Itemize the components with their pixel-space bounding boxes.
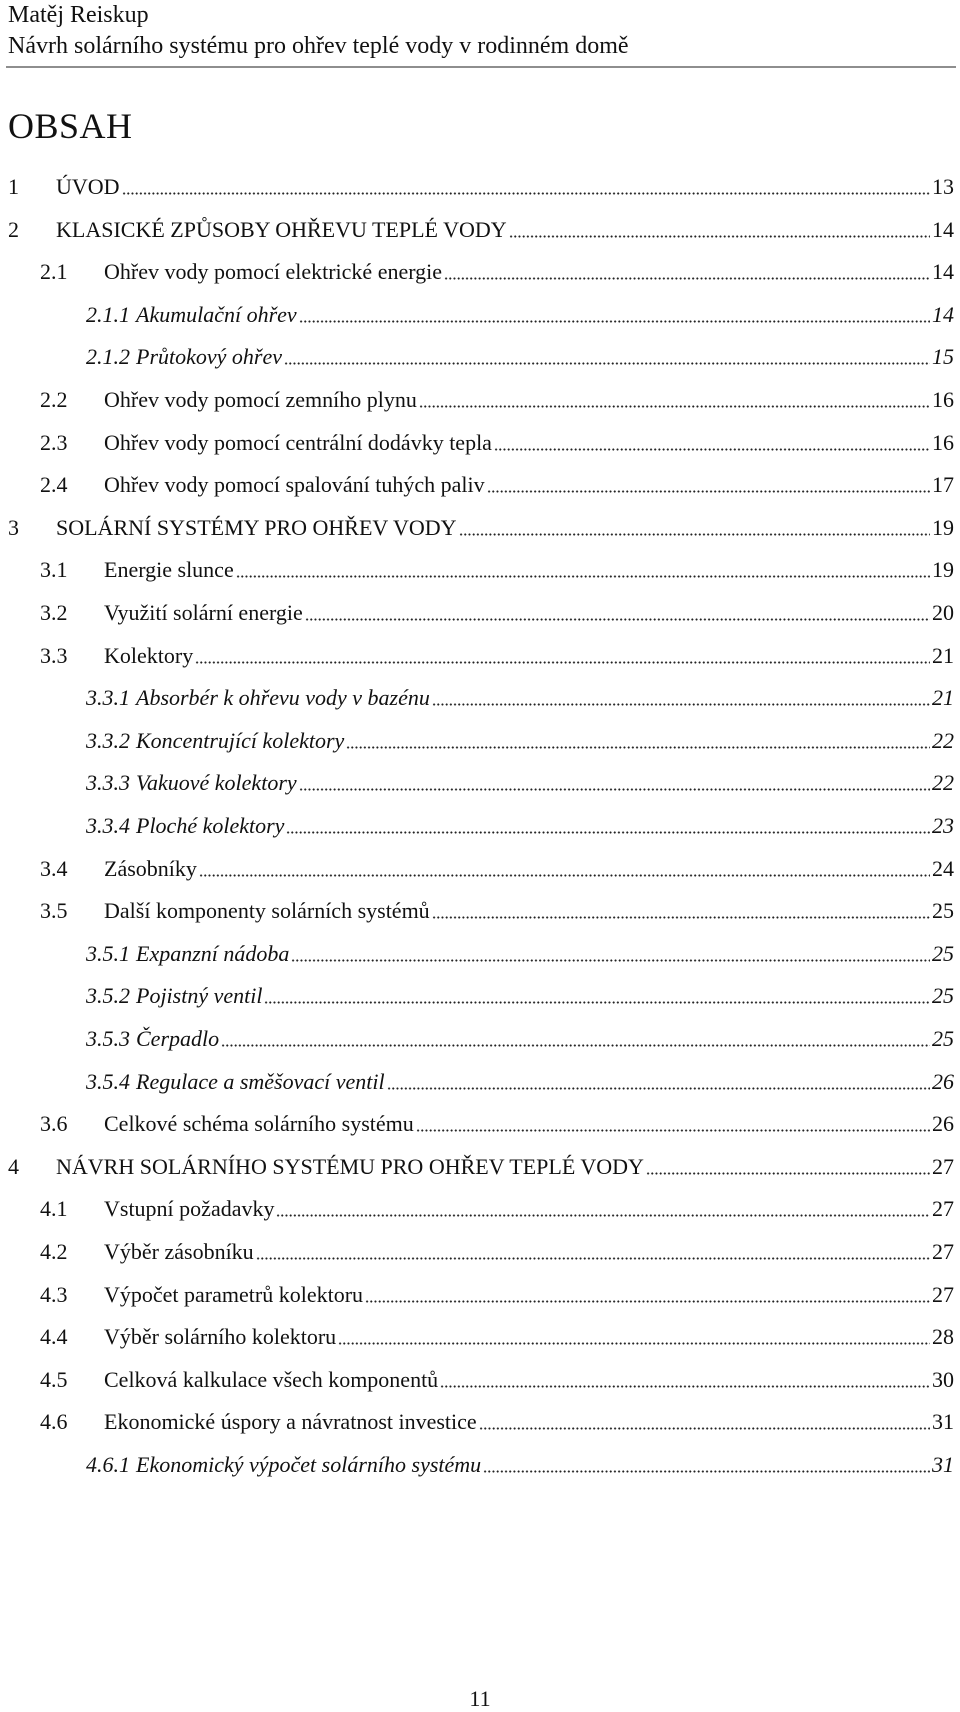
toc-leader-dots bbox=[284, 362, 930, 365]
toc-entry-title: Celková kalkulace všech komponentů bbox=[104, 1366, 439, 1392]
toc-entry-title: KLASICKÉ ZPŮSOBY OHŘEVU TEPLÉ VODY bbox=[56, 216, 507, 242]
toc-entry-page: 16 bbox=[932, 429, 954, 455]
toc-entry-page: 27 bbox=[932, 1196, 954, 1222]
toc-entry-page: 26 bbox=[932, 1068, 954, 1094]
toc-entry[interactable] bbox=[40, 426, 954, 458]
toc-leader-dots bbox=[416, 1129, 930, 1132]
toc-entry-page: 22 bbox=[932, 770, 954, 796]
toc-entry-title: Expanzní nádoba bbox=[136, 940, 290, 966]
toc-leader-dots bbox=[338, 1342, 930, 1345]
toc-entry-number: 4 bbox=[8, 1153, 19, 1179]
toc-entry-page: 25 bbox=[932, 983, 954, 1009]
toc-entry[interactable] bbox=[40, 468, 954, 500]
toc-leader-dots bbox=[387, 1087, 930, 1090]
toc-entry-page: 13 bbox=[932, 174, 954, 199]
toc-entry-page: 28 bbox=[932, 1324, 954, 1350]
toc-entry-title: Další komponenty solárních systémů bbox=[104, 898, 430, 924]
toc-entry-number: 4.4 bbox=[40, 1324, 68, 1350]
toc-entry[interactable] bbox=[40, 1278, 954, 1310]
toc-leader-dots bbox=[459, 533, 930, 536]
toc-entry-title: NÁVRH SOLÁRNÍHO SYSTÉMU PRO OHŘEV TEPLÉ VODY bbox=[56, 1153, 644, 1179]
toc-entry-page: 31 bbox=[932, 1409, 954, 1435]
toc-leader-dots bbox=[419, 405, 930, 408]
toc-entry-number: 4.6 bbox=[40, 1409, 68, 1435]
toc-leader-dots bbox=[432, 916, 930, 919]
toc-entry-number: 3.3.1 bbox=[86, 685, 130, 711]
toc-entry-title: Výběr zásobníku bbox=[104, 1239, 254, 1264]
toc-entry[interactable] bbox=[40, 255, 954, 287]
toc-entry-title: Ohřev vody pomocí zemního plynu bbox=[104, 387, 417, 412]
toc-entry-page: 27 bbox=[932, 1153, 954, 1179]
toc-entry[interactable] bbox=[40, 852, 954, 884]
toc-entry-number: 3.5.4 bbox=[86, 1068, 130, 1094]
toc-entry-title: Kolektory bbox=[104, 642, 194, 668]
toc-leader-dots bbox=[494, 448, 930, 451]
toc-heading: OBSAH bbox=[8, 106, 133, 146]
toc-entry-number: 2.3 bbox=[40, 429, 68, 455]
toc-entry[interactable] bbox=[40, 1192, 954, 1224]
toc-entry[interactable] bbox=[86, 1022, 954, 1054]
toc-entry[interactable] bbox=[86, 937, 954, 969]
toc-leader-dots bbox=[509, 235, 930, 238]
toc-entry-page: 30 bbox=[932, 1366, 954, 1392]
toc-entry-title: Regulace a směšovací ventil bbox=[136, 1068, 385, 1094]
toc-entry[interactable] bbox=[40, 894, 954, 926]
toc-entry-title: Ploché kolektory bbox=[136, 813, 285, 838]
toc-leader-dots bbox=[291, 959, 930, 962]
toc-entry-title: Zásobníky bbox=[104, 855, 197, 881]
toc-leader-dots bbox=[286, 831, 930, 834]
toc-leader-dots bbox=[432, 703, 930, 706]
toc-entry[interactable] bbox=[86, 766, 954, 798]
toc-entry[interactable] bbox=[40, 1363, 954, 1395]
toc-leader-dots bbox=[305, 618, 930, 621]
toc-entry-title: Ohřev vody pomocí spalování tuhých paliv bbox=[104, 472, 485, 498]
toc-entry-page: 14 bbox=[932, 216, 954, 242]
toc-leader-dots bbox=[646, 1172, 930, 1175]
toc-entry-number: 3.1 bbox=[40, 557, 68, 583]
toc-entry-page: 14 bbox=[932, 301, 954, 327]
toc-entry-number: 2.2 bbox=[40, 387, 68, 412]
toc-entry-title: Koncentrující kolektory bbox=[136, 727, 345, 753]
toc-entry[interactable] bbox=[86, 979, 954, 1011]
toc-entry-number: 3 bbox=[8, 514, 19, 540]
toc-leader-dots bbox=[264, 1001, 930, 1004]
toc-entry-page: 14 bbox=[932, 259, 954, 285]
toc-entry-page: 19 bbox=[932, 514, 954, 540]
toc-entry[interactable] bbox=[8, 511, 954, 543]
toc-leader-dots bbox=[236, 575, 930, 578]
toc-entry[interactable] bbox=[40, 596, 954, 628]
toc-entry-title: Ekonomický výpočet solárního systému bbox=[136, 1452, 482, 1477]
toc-entry-number: 4.2 bbox=[40, 1239, 68, 1264]
toc-entry-title: Energie slunce bbox=[104, 557, 234, 583]
toc-entry-title: SOLÁRNÍ SYSTÉMY PRO OHŘEV VODY bbox=[56, 514, 457, 540]
toc-leader-dots bbox=[299, 320, 930, 323]
toc-entry-number: 1 bbox=[8, 174, 19, 199]
toc-entry[interactable] bbox=[86, 809, 954, 841]
toc-entry[interactable] bbox=[8, 213, 954, 245]
toc-entry-title: Čerpadlo bbox=[136, 1026, 220, 1051]
toc-entry[interactable] bbox=[86, 1448, 954, 1480]
toc-entry-number: 3.6 bbox=[40, 1111, 68, 1137]
toc-entry-title: Absorbér k ohřevu vody v bazénu bbox=[136, 685, 430, 711]
toc-entry-page: 26 bbox=[932, 1111, 954, 1137]
toc-leader-dots bbox=[483, 1470, 930, 1473]
toc-entry-number: 4.3 bbox=[40, 1281, 68, 1307]
toc-entry[interactable] bbox=[86, 1065, 954, 1097]
toc-entry-title: Ohřev vody pomocí centrální dodávky tepla bbox=[104, 429, 492, 455]
toc-entry-title: Akumulační ohřev bbox=[136, 301, 297, 327]
toc-entry[interactable] bbox=[8, 1150, 954, 1182]
toc-entry-number: 3.5.1 bbox=[86, 940, 130, 966]
toc-entry-page: 15 bbox=[932, 344, 954, 370]
toc-entry-page: 25 bbox=[932, 940, 954, 966]
toc-entry[interactable] bbox=[40, 1405, 954, 1437]
header-author: Matěj Reiskup bbox=[8, 2, 149, 28]
toc-entry-title: ÚVOD bbox=[56, 174, 120, 199]
toc-entry-number: 2.1 bbox=[40, 259, 68, 285]
toc-entry-number: 3.2 bbox=[40, 600, 68, 625]
toc-entry-number: 4.6.1 bbox=[86, 1452, 130, 1477]
toc-entry-number: 4.1 bbox=[40, 1196, 68, 1222]
toc-entry-number: 2 bbox=[8, 216, 19, 242]
toc-entry-title: Vstupní požadavky bbox=[104, 1196, 275, 1222]
toc-entry-page: 25 bbox=[932, 898, 954, 924]
toc-leader-dots bbox=[365, 1300, 930, 1303]
toc-entry[interactable] bbox=[86, 340, 954, 372]
toc-leader-dots bbox=[479, 1427, 930, 1430]
toc-entry[interactable] bbox=[40, 639, 954, 671]
toc-leader-dots bbox=[122, 192, 930, 195]
toc-leader-dots bbox=[440, 1385, 930, 1388]
toc-entry-title: Průtokový ohřev bbox=[136, 344, 282, 370]
toc-leader-dots bbox=[487, 490, 930, 493]
toc-entry-title: Vakuové kolektory bbox=[136, 770, 297, 796]
toc-entry-number: 3.3.2 bbox=[86, 727, 130, 753]
toc-entry-number: 3.3.4 bbox=[86, 813, 130, 838]
toc-leader-dots bbox=[199, 874, 930, 877]
toc-entry[interactable] bbox=[40, 1235, 954, 1267]
toc-entry-page: 27 bbox=[932, 1239, 954, 1264]
toc-entry-page: 21 bbox=[932, 642, 954, 668]
toc-leader-dots bbox=[299, 788, 930, 791]
toc-leader-dots bbox=[195, 661, 930, 664]
toc-entry-number: 3.5.3 bbox=[86, 1026, 130, 1051]
toc-entry-title: Ohřev vody pomocí elektrické energie bbox=[104, 259, 443, 285]
toc-entry-page: 24 bbox=[932, 855, 954, 881]
toc-entry-title: Výběr solárního kolektoru bbox=[104, 1324, 337, 1350]
toc-entry-number: 4.5 bbox=[40, 1366, 68, 1392]
toc-entry-number: 3.3 bbox=[40, 642, 68, 668]
toc-entry-number: 2.4 bbox=[40, 472, 68, 498]
toc-entry-title: Ekonomické úspory a návratnost investice bbox=[104, 1409, 477, 1435]
toc-entry[interactable] bbox=[86, 681, 954, 713]
toc-entry-number: 2.1.2 bbox=[86, 344, 130, 370]
toc-entry-number: 3.3.3 bbox=[86, 770, 130, 796]
toc-leader-dots bbox=[276, 1214, 930, 1217]
toc-entry[interactable] bbox=[86, 724, 954, 756]
toc-entry[interactable] bbox=[40, 1107, 954, 1139]
toc-entry-title: Výpočet parametrů kolektoru bbox=[104, 1281, 364, 1307]
toc-leader-dots bbox=[256, 1257, 930, 1260]
toc-entry-page: 23 bbox=[932, 813, 954, 838]
toc-entry[interactable] bbox=[86, 298, 954, 330]
toc-entry-page: 19 bbox=[932, 557, 954, 583]
toc-entry-title: Celkové schéma solárního systému bbox=[104, 1111, 414, 1137]
toc-entry-page: 17 bbox=[932, 472, 954, 498]
toc-entry-number: 3.4 bbox=[40, 855, 68, 881]
toc-entry-number: 3.5 bbox=[40, 898, 68, 924]
toc-entry-page: 31 bbox=[932, 1452, 954, 1477]
header-thesis-title: Návrh solárního systému pro ohřev teplé vody v rodinném domě bbox=[8, 33, 629, 59]
toc-leader-dots bbox=[444, 277, 930, 280]
toc-entry-number: 2.1.1 bbox=[86, 301, 130, 327]
toc-entry-page: 20 bbox=[932, 600, 954, 625]
toc-leader-dots bbox=[346, 746, 930, 749]
toc-entry-page: 16 bbox=[932, 387, 954, 412]
toc-entry-number: 3.5.2 bbox=[86, 983, 130, 1009]
toc-entry[interactable] bbox=[40, 1320, 954, 1352]
toc-entry[interactable] bbox=[8, 170, 954, 202]
page-number: 11 bbox=[469, 1686, 491, 1711]
toc-entry-title: Využití solární energie bbox=[104, 600, 303, 625]
toc-entry-page: 21 bbox=[932, 685, 954, 711]
toc-entry[interactable] bbox=[40, 553, 954, 585]
toc-entry-page: 25 bbox=[932, 1026, 954, 1051]
toc-entry[interactable] bbox=[40, 383, 954, 415]
toc-entry-page: 22 bbox=[932, 727, 954, 753]
toc-entry-title: Pojistný ventil bbox=[136, 983, 263, 1009]
toc-leader-dots bbox=[221, 1044, 930, 1047]
toc-entry-page: 27 bbox=[932, 1281, 954, 1307]
